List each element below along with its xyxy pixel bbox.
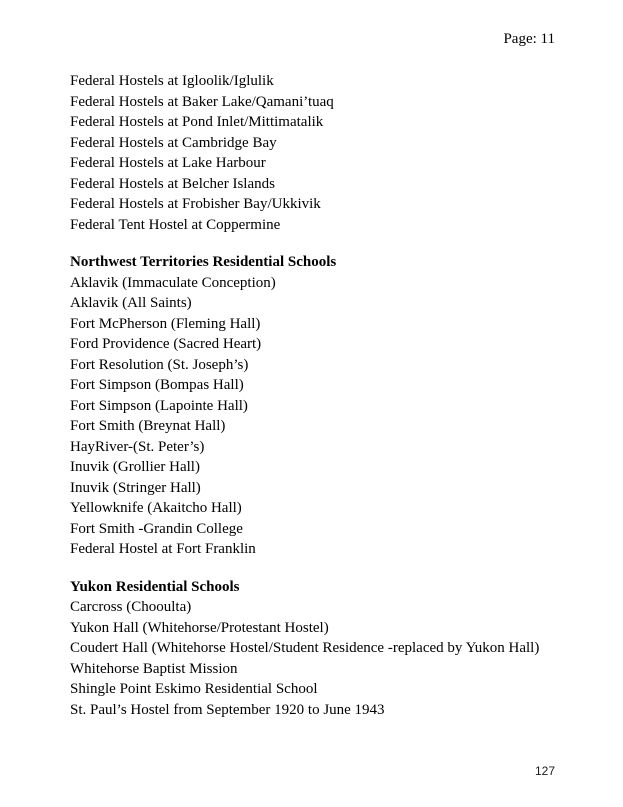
- list-item: Federal Hostels at Pond Inlet/Mittimatalik: [70, 114, 324, 130]
- list-item: Fort Simpson (Bompas Hall): [70, 377, 244, 393]
- list-item: St. Paul’s Hostel from September 1920 to June 1943: [70, 701, 385, 718]
- list-item: Fort McPherson (Fleming Hall): [70, 315, 261, 332]
- list-item: HayRiver-(St. Peter’s): [70, 438, 205, 455]
- list-item: Fort Simpson (Lapointe Hall): [70, 397, 248, 414]
- list-item: Federal Hostels at Belcher Islands: [70, 175, 275, 192]
- list-item: Whitehorse Baptist Mission: [70, 660, 238, 677]
- section-yukon: [70, 577, 593, 721]
- list-item: Inuvik (Grollier Hall): [70, 459, 200, 475]
- document-content: [70, 71, 593, 720]
- list-item: Fort Resolution (St. Joseph’s): [70, 356, 249, 373]
- list-item: Federal Tent Hostel at Coppermine: [70, 216, 281, 233]
- list-item: Fort Smith (Breynat Hall): [70, 418, 226, 434]
- section-federal-hostels: [70, 71, 593, 235]
- list-item: Coudert Hall (Whitehorse Hostel/Student Residence -replaced by Yukon Hall): [70, 640, 540, 656]
- list-item: Carcross (Chooulta): [70, 599, 192, 615]
- yukon-list: [70, 597, 593, 720]
- federal-hostels-list: [70, 71, 593, 235]
- list-item: Yukon Hall (Whitehorse/Protestant Hostel): [70, 619, 329, 636]
- list-item: Federal Hostels at Baker Lake/Qamani’tuaq: [70, 93, 334, 110]
- list-item: Inuvik (Stringer Hall): [70, 479, 201, 496]
- list-item: Federal Hostels at Lake Harbour: [70, 155, 266, 171]
- page-header-label: Page: 11: [503, 31, 555, 47]
- section-heading-northwest-territories: Northwest Territories Residential Schools: [70, 254, 337, 270]
- list-item: Federal Hostels at Frobisher Bay/Ukkivik: [70, 196, 321, 212]
- list-item: Fort Smith -Grandin College: [70, 520, 243, 537]
- list-item: Federal Hostel at Fort Franklin: [70, 541, 256, 557]
- section-northwest-territories: [70, 252, 593, 560]
- list-item: Aklavik (Immaculate Conception): [70, 274, 276, 291]
- list-item: Shingle Point Eskimo Residential School: [70, 681, 318, 697]
- section-heading-yukon: Yukon Residential Schools: [70, 578, 240, 595]
- list-item: Federal Hostels at Igloolik/Iglulik: [70, 73, 274, 89]
- northwest-territories-list: [70, 273, 593, 560]
- list-item: Aklavik (All Saints): [70, 295, 192, 311]
- list-item: Yellowknife (Akaitcho Hall): [70, 500, 242, 516]
- footer-page-number: 127: [534, 764, 555, 778]
- list-item: Federal Hostels at Cambridge Bay: [70, 134, 277, 151]
- list-item: Ford Providence (Sacred Heart): [70, 336, 262, 352]
